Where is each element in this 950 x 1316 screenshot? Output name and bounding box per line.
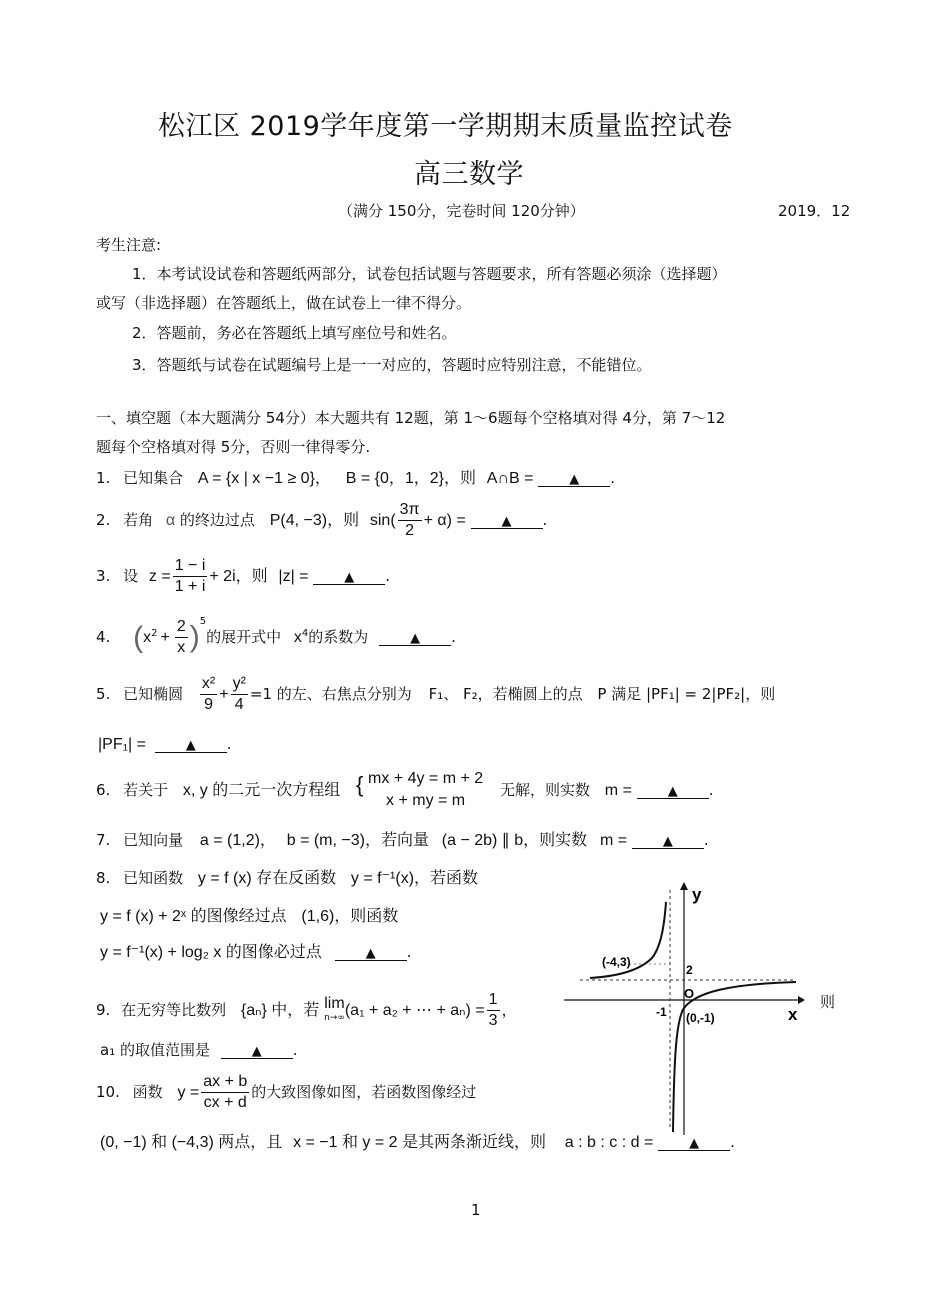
question-8-line-3: y = f⁻¹(x) + log₂ x 的图像必过点 ▲ . <box>100 943 412 961</box>
q8-line1-c: y = f⁻¹(x)，若函数 <box>350 870 479 887</box>
q2-number: 2. <box>96 511 111 529</box>
exam-info: （满分 150分，完卷时间 120分钟） <box>338 202 585 220</box>
q4-frac-denominator: x <box>177 639 186 656</box>
question-3: 3. 设 z = $\frac{1 - i}{1 + i}$ + 2i，则 |z| = ▲ . <box>96 557 391 595</box>
q9-limit <box>324 994 345 1025</box>
q5-pre: 已知椭圆 <box>123 685 184 703</box>
graph-point-1-label: (-4,3) <box>602 955 631 969</box>
q4-power: 5 <box>199 616 207 627</box>
question-1: 1. 已知集合 A = {x | x −1 ≥ 0}， B = {0，1，2}，则 A∩B = ▲ . <box>96 469 615 487</box>
q10-after: 的大致图像如图，若函数图像经过 <box>251 1083 477 1101</box>
question-5 <box>96 674 775 715</box>
q8-line1-b: y = f (x) 存在反函数 <box>197 870 337 887</box>
q9-seq: {aₙ} 中，若 <box>240 1002 320 1019</box>
q1-set-a: A = {x | x −1 ≥ 0}， <box>197 470 331 487</box>
graph-right-branch <box>673 982 796 1132</box>
blank-triangle-icon: ▲ <box>667 784 678 799</box>
q9-comma: ， <box>501 1001 517 1019</box>
q6-after: 无解，则实数 <box>500 781 591 799</box>
q6-pre: 若关于 <box>123 781 169 799</box>
q2-after: + α) = <box>423 512 466 529</box>
exam-date: 2019．12 <box>778 202 851 220</box>
q5-eq: =1 的左、右焦点分别为 <box>249 685 412 703</box>
q1-set-b: B = {0，1，2}，则 <box>345 470 476 487</box>
notice-item-1-line-1: 1．本考试设试卷和答题纸两部分，试卷包括试题与答题要求，所有答题必须涂（选择题） <box>132 265 727 283</box>
q3-after: + 2i，则 <box>209 568 268 585</box>
q1-answer-blank[interactable] <box>538 468 610 487</box>
q4-answer-blank[interactable] <box>379 627 451 646</box>
q10-y: y = <box>177 1084 200 1101</box>
q3-frac-denominator: 1 + i <box>174 578 206 595</box>
q5-answer-blank[interactable] <box>155 734 227 753</box>
q3-frac-numerator: 1 − i <box>173 556 208 577</box>
q9-frac-numerator: 1 <box>487 990 500 1011</box>
q3-answer-blank[interactable] <box>313 566 385 585</box>
q6-brace: { <box>356 772 364 797</box>
q9-answer-blank[interactable] <box>221 1040 293 1059</box>
q7-ask: m = <box>599 832 628 849</box>
blank-triangle-icon: ▲ <box>251 1044 262 1059</box>
q9-frac-denominator: 3 <box>488 1012 498 1029</box>
q3-fraction <box>173 556 208 597</box>
notice-item-3: 3．答题纸与试卷在试题编号上是一一对应的，答题时应特别注意，不能错位。 <box>132 356 652 374</box>
q5-frac-x-numerator: x² <box>200 674 217 695</box>
page-number: 1 <box>471 1201 481 1219</box>
q3-ask: |z| = <box>278 568 309 585</box>
question-7: 7. 已知向量 a = (1,2)， b = (m, −3)，若向量 (a − 2b) ∥ b，则实数 m = ▲ . <box>96 831 709 849</box>
q8-line2-a: y = f (x) + 2ˣ 的图像经过点 <box>100 908 287 925</box>
graph-point-2-label: (0,-1) <box>686 1011 715 1025</box>
question-10 <box>96 1072 476 1113</box>
blank-triangle-icon: ▲ <box>410 631 421 646</box>
question-8-line-2 <box>100 906 398 927</box>
q2-alpha: α <box>165 512 176 529</box>
blank-triangle-icon: ▲ <box>185 738 196 753</box>
q2-point: P(4, −3)，则 <box>269 512 360 529</box>
notice-item-2: 2．答题前，务必在答题纸上填写座位号和姓名。 <box>132 324 457 342</box>
blank-triangle-icon: ▲ <box>365 946 376 961</box>
q10-number: 10. <box>96 1083 120 1101</box>
question-6-tail: 无解，则实数 m = ▲ . <box>500 781 714 799</box>
q8-line3-a: y = f⁻¹(x) + log₂ x 的图像必过点 <box>100 944 322 961</box>
q6-number: 6. <box>96 781 111 799</box>
q5-number: 5. <box>96 685 111 703</box>
q7-condition: (a − 2b) ∥ b，则实数 <box>441 832 588 849</box>
q8-number: 8. <box>96 869 111 887</box>
q3-number: 3. <box>96 567 111 585</box>
q9-pre: 在无穷等比数列 <box>121 1001 227 1019</box>
question-4: 4. ($x^2$ + $\frac{2}{x}$ )$^5$的展开式中 $x^4$的系数为 ▲ . <box>96 616 456 656</box>
exam-subtitle: 高三数学 <box>414 159 524 190</box>
q9-lim-sub: n→∞ <box>324 1012 345 1023</box>
q4-number: 4. <box>96 628 111 646</box>
section-line-1: 一、填空题（本大题满分 54分）本大题共有 12题，第 1～6题每个空格填对得 4分，第 7～12 <box>96 409 726 427</box>
question-5-answer-line: |PF₁| = ▲ . <box>98 735 232 753</box>
q4-paren-open: ( <box>133 620 144 654</box>
q7-answer-blank[interactable] <box>632 830 704 849</box>
q1-number: 1. <box>96 469 111 487</box>
q2-frac-numerator: 3π <box>398 500 422 521</box>
q4-square: 2 <box>151 628 158 639</box>
q5-frac-x-denominator: 9 <box>204 696 213 713</box>
q9-lim: lim <box>324 994 345 1012</box>
q6-answer-blank[interactable] <box>637 780 709 799</box>
section-line-2: 题每个空格填对得 5分，否则一律得零分. <box>96 438 371 456</box>
graph-x-label: x <box>788 1005 798 1024</box>
q10-line2-a: (0, −1) 和 (−4,3) 两点，且 <box>100 1134 283 1151</box>
q2-sin: sin( <box>369 512 396 529</box>
q2-frac-denominator: 2 <box>405 522 415 539</box>
exam-title: 松江区 2019学年度第一学期期末质量监控试卷 <box>158 111 733 142</box>
question-6 <box>96 780 340 801</box>
q2-pre: 若角 <box>123 511 154 529</box>
q9-number: 9. <box>96 1001 111 1019</box>
q4-plus: + <box>160 629 170 646</box>
graph-x-arrow-icon <box>798 996 805 1004</box>
blank-triangle-icon: ▲ <box>689 1136 700 1151</box>
graph-tick-neg1: -1 <box>656 1005 667 1019</box>
q4-mid: 的展开式中 <box>206 628 282 646</box>
q6-ask: m = <box>604 782 632 799</box>
q9-line2: a₁ 的取值范围是 <box>100 1041 210 1059</box>
graph-y-arrow-icon <box>680 882 688 890</box>
q5-condition: P 满足 |PF₁| = 2|PF₂|，则 <box>597 685 776 703</box>
blank-triangle-icon: ▲ <box>501 514 512 529</box>
question-9-line-2: a₁ 的取值范围是 ▲ . <box>100 1041 298 1059</box>
q5-foci: F₁、 F₂，若椭圆上的点 <box>428 685 583 703</box>
q6-vars: x, y 的二元一次方程组 <box>182 782 341 799</box>
function-graph <box>560 880 805 1140</box>
q3-pre: 设 <box>123 567 139 585</box>
q4-x: x <box>143 629 152 646</box>
notice-heading: 考生注意: <box>96 236 162 254</box>
q10-frac-numerator: ax + b <box>201 1072 249 1093</box>
q7-vector-a: a = (1,2)， <box>199 832 276 849</box>
q10-pre: 函数 <box>132 1083 163 1101</box>
q7-pre: 已知向量 <box>123 831 184 849</box>
q3-z: z = <box>148 568 171 585</box>
q4-four: 4 <box>301 628 309 639</box>
q10-line2-b: x = −1 和 y = 2 是其两条渐近线，则 <box>293 1134 547 1151</box>
q10-fraction <box>201 1072 249 1113</box>
question-2: 2. 若角 α 的终边过点 P(4, −3)，则 sin( $\frac{3\pi}{2}$ + α) = ▲ . <box>96 501 548 539</box>
q5-plus: + <box>219 686 229 703</box>
q4-fraction <box>175 617 188 658</box>
q10-ask: a : b : c : d = <box>564 1134 654 1151</box>
q9-then: 则 <box>820 993 836 1011</box>
q8-answer-blank[interactable] <box>335 942 407 961</box>
q5-fraction-y <box>231 674 248 715</box>
q4-after: 的系数为 <box>308 628 369 646</box>
q6-eq-2: x + my = m <box>386 792 466 809</box>
blank-triangle-icon: ▲ <box>662 834 673 849</box>
graph-tick-2: 2 <box>686 963 693 977</box>
q5-frac-y-denominator: 4 <box>234 696 244 713</box>
q4-frac-numerator: 2 <box>175 617 188 638</box>
q10-frac-denominator: cx + d <box>203 1094 247 1111</box>
q2-fraction <box>398 500 422 541</box>
q7-vector-b: b = (m, −3)，若向量 <box>286 832 429 849</box>
q5-fraction-x <box>200 674 217 715</box>
q8-line2-b: (1,6)，则函数 <box>301 908 399 925</box>
blank-triangle-icon: ▲ <box>344 570 355 585</box>
blank-triangle-icon: ▲ <box>569 472 580 487</box>
q5-ask: |PF₁| = <box>98 736 146 753</box>
q2-answer-blank[interactable] <box>471 510 543 529</box>
question-9 <box>96 990 517 1031</box>
q1-pre: 已知集合 <box>123 469 184 487</box>
q2-mid: 的终边过点 <box>179 511 255 529</box>
q4-paren-close: ) <box>189 620 200 654</box>
q9-fraction <box>487 990 500 1031</box>
question-10-line-2: (0, −1) 和 (−4,3) 两点，且 x = −1 和 y = 2 是其两条渐近线，则 a : b : c : d = ▲ . <box>100 1133 735 1151</box>
question-8-line-1 <box>96 868 478 889</box>
q8-line1-a: 已知函数 <box>123 869 184 887</box>
graph-origin-label: O <box>684 986 695 1001</box>
q6-eq-1: mx + 4y = m + 2 <box>368 770 484 787</box>
q9-sum: (a₁ + a₂ + ⋯ + aₙ) = <box>344 1002 485 1019</box>
q5-frac-y-numerator: y² <box>231 674 248 695</box>
q1-ask: A∩B = <box>486 470 534 487</box>
q7-number: 7. <box>96 831 111 849</box>
graph-y-label: y <box>692 885 702 904</box>
q4-x4: x <box>293 629 302 646</box>
notice-item-1-line-2: 或写（非选择题）在答题纸上，做在试卷上一律不得分。 <box>96 294 472 312</box>
